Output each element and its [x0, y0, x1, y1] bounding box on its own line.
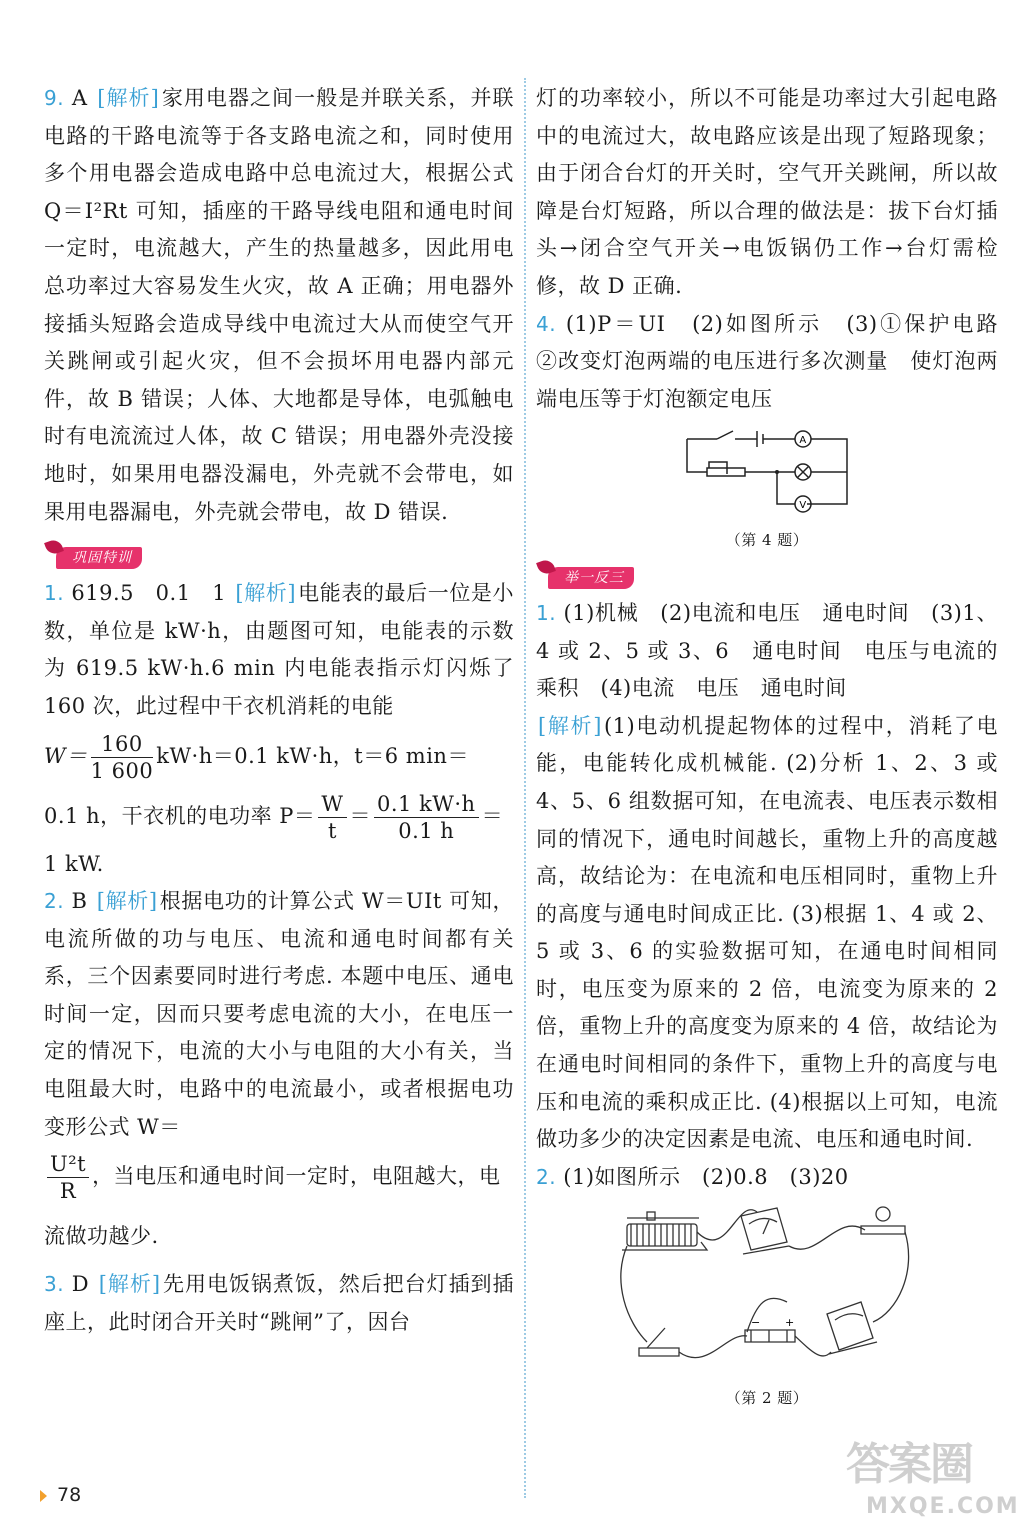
page-marker-icon	[40, 1490, 47, 1502]
answer: A	[71, 86, 88, 110]
fraction: $\frac{160}{1 600}$	[90, 731, 154, 783]
question-number: 2.	[536, 1164, 557, 1189]
column-divider	[524, 78, 526, 1498]
svg-text:+: +	[785, 1316, 795, 1330]
analysis-text: 根据电功的计算公式 W＝UIt 可知，电流所做的功与电压、电流和通电时间都有关系，三个因素要同时进行考虑. 本题中电压、通电时间一定，因而只要考虑电流的大小，在电压一定的情况下，电流的大小与电阻的大小有关，当电阻最大时，电路中的电流最小，或者根据电功变形公式 W＝	[44, 889, 514, 1139]
equation-4: $\frac{\text{U²t}}{R}$ ，当电压和通电时间一定时，电阻越大，电流做功越少.	[44, 1152, 501, 1249]
figure-circuit-4	[536, 424, 998, 551]
left-column	[44, 80, 514, 1341]
question-g4	[536, 306, 1020, 419]
analysis-text: 家用电器之间一般是并联关系，并联电路的干路电流等于各支路电流之和，同时使用多个用电器会造成电路中总电流过大，根据公式 Q＝I²Rt 可知，插座的干路导线电阻和通电时间一定时，电流越大，产生的热量越多，因此用电总功率过大容易发生火灾，故 A 正确；用电器外接插头短路会造成导线中电流过大从而使空气开关跳闸或引起火灾，但不会损坏用电器内部元件，故 B 错误；人体、大地都是导体，电弧触电时有电流流过人体，故 C 错误；用电器外壳没接地时，如果用电器没漏电，外壳就不会带电，如果用电器漏电，外壳就会带电，故 D 错误.	[44, 86, 515, 524]
watermark	[846, 1438, 1020, 1534]
question-number: 1.	[44, 581, 65, 606]
analysis-tag: [解析]	[538, 713, 602, 738]
equation-3: 1 kW.	[44, 851, 104, 876]
watermark-line1: 答案圈	[846, 1439, 972, 1490]
question-j1-analysis	[536, 708, 998, 1159]
circuit-diagram	[677, 424, 857, 514]
svg-text:V: V	[799, 500, 807, 512]
question-number: 1.	[536, 600, 557, 625]
answer-text: (1)P＝UI (2)如图所示 (3)①保护电路 ②改变灯泡两端的电压进行多次测量 使灯泡两端电压等于灯泡额定电压	[536, 311, 1020, 411]
question-j1	[536, 595, 998, 708]
figure-caption: （第 2 题）	[725, 1389, 809, 1408]
analysis-text: 电能表的最后一位是小数，单位是 kW·h，由题图可知，电能表的示数为 619.5 kW·h.6 min 内电能表指示灯闪烁了 160 次，此过程中干衣机消耗的电能	[44, 581, 515, 718]
answer: (1)如图所示 (2)0.8 (3)20	[563, 1164, 849, 1189]
page-number: 78	[40, 1484, 81, 1506]
answer: B	[71, 889, 88, 914]
analysis-text: 先用电饭锅煮饭，然后把台灯插到插座上，此时闭合开关时“跳闸”了，因台	[44, 1272, 515, 1334]
analysis-tag: [解析]	[96, 889, 158, 914]
watermark-line2: MXQE.COM	[866, 1494, 1020, 1519]
section-title: 举一反三	[548, 567, 634, 589]
svg-text:A: A	[799, 435, 807, 447]
figure-caption: （第 4 题）	[725, 530, 809, 549]
fraction: $\frac{W}{t}$	[318, 791, 346, 844]
fraction: $\frac{0.1 kW\cdot h}{0.1 h}$	[374, 791, 479, 844]
answer: (1)机械 (2)电流和电压 通电时间 (3)1、4 或 2、5 或 3、6 通电时间 电压与电流的乘积 (4)电流 电压 通电时间	[536, 600, 998, 701]
answer: D	[71, 1272, 90, 1297]
equation-1: W＝ $\frac{160}{1 600}$ kW·h＝0.1 kW·h，t＝6 min＝	[44, 731, 469, 783]
question-9	[44, 80, 514, 531]
question-g2	[44, 883, 514, 1146]
fraction: $\frac{\text{U²t}}{R}$	[47, 1151, 89, 1204]
question-number: 4.	[536, 311, 557, 336]
question-g3-continued: 灯的功率较小，所以不可能是功率过大引起电路中的电流过大，故电路应该是出现了短路现象；由于闭合台灯的开关时，空气开关跳闸，所以故障是台灯短路，所以合理的做法是：拔下台灯插头→闭合空气开关→电饭锅仍工作→台灯需检修，故 D 正确.	[536, 86, 998, 298]
question-g3	[44, 1266, 514, 1341]
section-title: 巩固特训	[56, 547, 142, 569]
svg-text:−: −	[751, 1316, 761, 1330]
right-column	[536, 80, 1020, 1413]
answer: 619.5 0.1 1	[71, 581, 227, 606]
figure-circuit-2	[536, 1202, 998, 1409]
analysis-tag: [解析]	[235, 581, 297, 606]
apparatus-diagram	[617, 1202, 917, 1372]
section-header-juyi	[538, 557, 998, 591]
equation-2: 0.1 h，干衣机的电功率 P＝ $\frac{W}{t}$ ＝ $\frac{0.1 kW\cdot h}{0.1 h}$ ＝	[44, 791, 504, 843]
question-number: 9.	[44, 86, 65, 110]
question-g1	[44, 575, 514, 725]
question-number: 3.	[44, 1272, 65, 1297]
analysis-text: (1)电动机提起物体的过程中，消耗了电能，电能转化成机械能. (2)分析 1、2、3 或 4、5、6 组数据可知，在电流表、电压表示数相同的情况下，通电时间越长，重物上升的高度越高，故结论为：在电流和电压相同时，重物上升的高度与通电时间成正比. (3)根据 1、4 或 2、5 或 3、6 的实验数据可知，在通电时间相同时，电压变为原来的 2 倍，电流变为原来的 2 倍，重物上升的高度变为原来的 4 倍，故结论为在通电时间相同的条件下，重物上升的高度与电压和电流的乘积成正比. (4)根据以上可知，电流做功多少的决定因素是电流、电压和通电时间.	[536, 713, 998, 1152]
analysis-tag: [解析]	[98, 1272, 161, 1297]
section-header-gonggu	[46, 537, 514, 571]
question-number: 2.	[44, 889, 65, 914]
question-j2	[536, 1159, 998, 1197]
analysis-tag: [解析]	[97, 86, 160, 110]
